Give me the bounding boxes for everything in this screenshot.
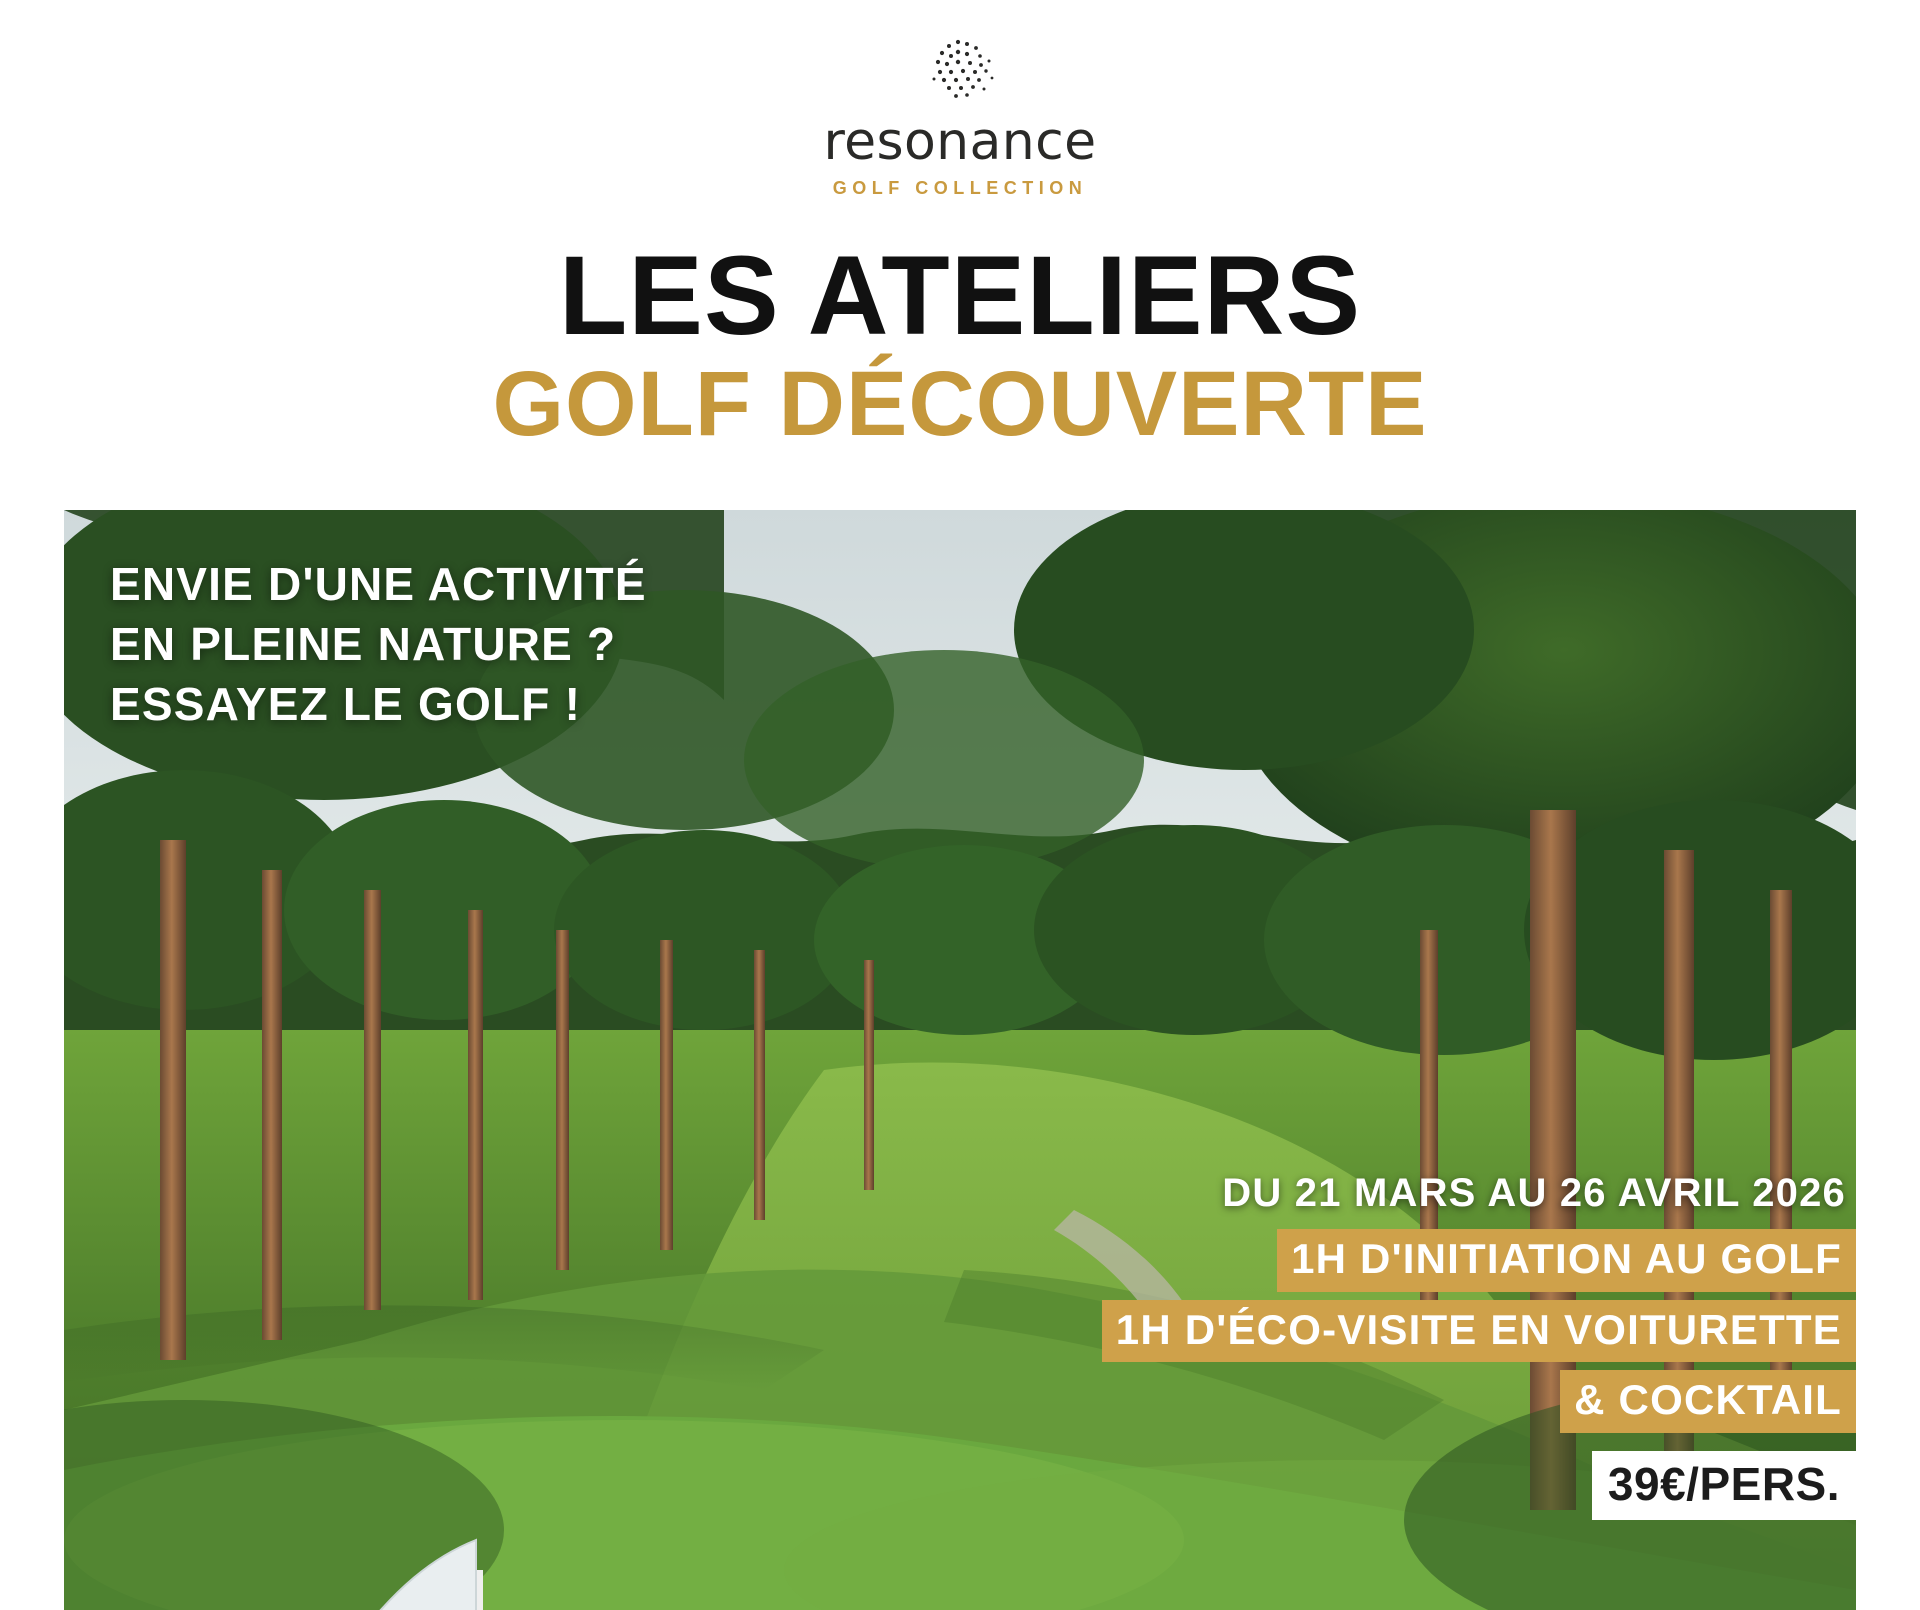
headline-line-1: ENVIE D'UNE ACTIVITÉ [110,558,647,610]
scattered-dots-sphere-icon [918,34,1002,110]
photo-headline [110,555,647,734]
offer-line-2 [996,1292,1856,1363]
offer-cocktail: & COCKTAIL [1560,1370,1856,1433]
price-badge: 39€/PERS. [1592,1451,1856,1520]
title-block [0,233,1920,455]
offer-line-3 [996,1362,1856,1433]
page-title: LES ATELIERS [558,233,1362,358]
dates-line [996,1168,1856,1221]
brand-name: resonance [823,112,1097,172]
offer-info-block [996,1168,1856,1520]
headline-line-2: EN PLEINE NATURE ? [110,617,617,670]
offer-ecovisite: 1H D'ÉCO-VISITE EN VOITURETTE [1102,1300,1856,1363]
brand-tagline: GOLF COLLECTION [832,178,1088,198]
event-dates: DU 21 MARS AU 26 AVRIL 2026 [1222,1171,1846,1216]
offer-line-1 [996,1221,1856,1292]
brand-header [0,34,1920,199]
headline-line-3: ESSAYEZ LE GOLF ! [110,677,582,730]
page-subtitle: GOLF DÉCOUVERTE [492,353,1428,455]
price-line [996,1451,1856,1520]
offer-initiation: 1H D'INITIATION AU GOLF [1277,1229,1856,1292]
